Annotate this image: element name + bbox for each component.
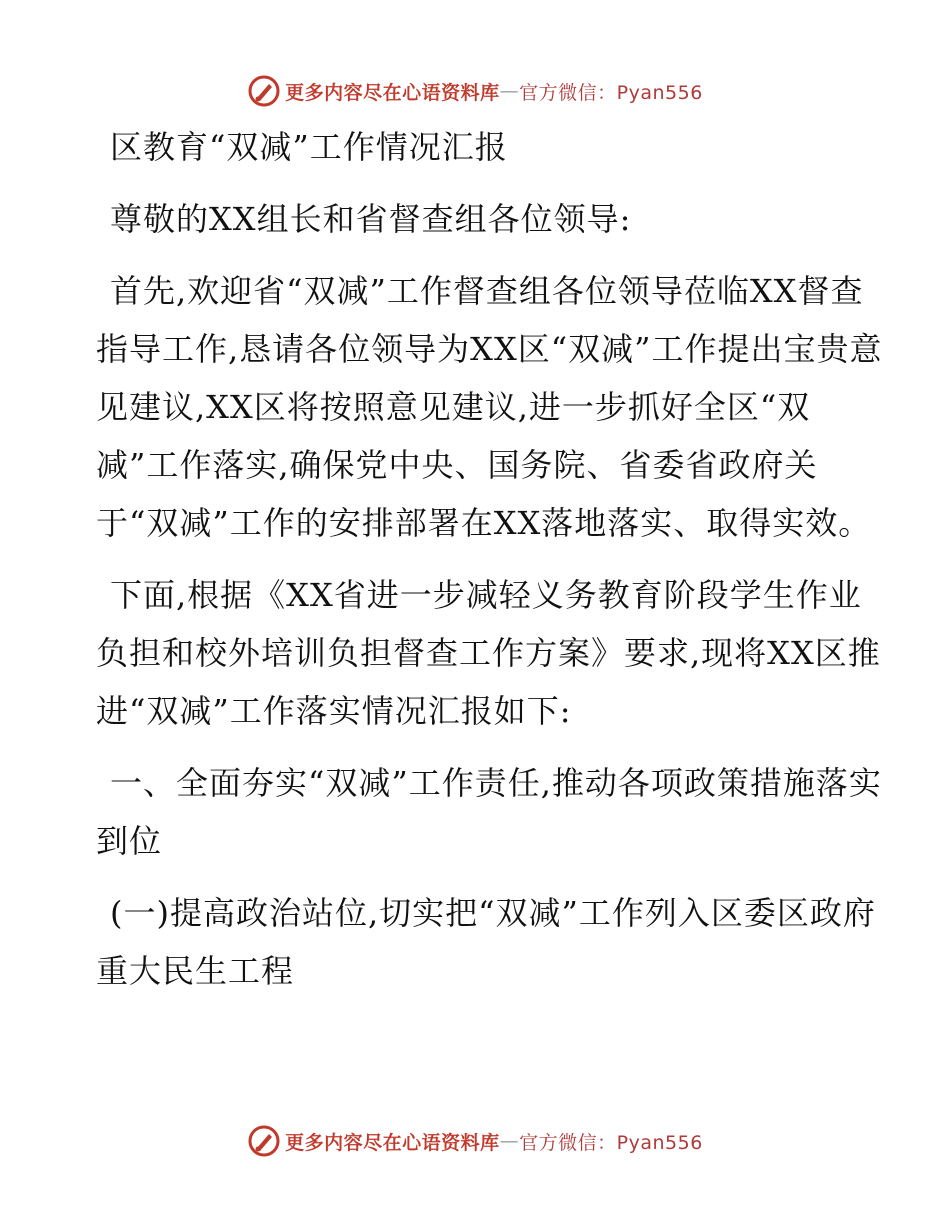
- document-body: [96, 118, 886, 1000]
- salutation: 尊敬的XX组长和省督查组各位领导:: [110, 200, 632, 238]
- subsection-heading-1: (一)提高政治站位,切实把“双减”工作列入区委区政府重大民生工程: [96, 894, 876, 990]
- watermark-main-text: 更多内容尽在心语资料库: [285, 81, 500, 104]
- header-watermark: [0, 74, 950, 108]
- paragraph-basis: 下面,根据《XX省进一步减轻义务教育阶段学生作业负担和校外培训负担督查工作方案》要求,现将XX区推进“双减”工作落实情况汇报如下:: [96, 576, 881, 730]
- watermark-separator: —: [499, 80, 520, 102]
- section-heading-1: 一、全面夯实“双减”工作责任,推动各项政策措施落实到位: [96, 764, 882, 860]
- pen-nib-circle-icon: [247, 1124, 281, 1158]
- watermark-separator: —: [499, 1130, 520, 1152]
- watermark-wechat-text: 官方微信：Pyan556: [519, 81, 703, 104]
- footer-watermark: [0, 1124, 950, 1158]
- paragraph-intro: 首先,欢迎省“双减”工作督查组各位领导莅临XX督查指导工作,恳请各位领导为XX区“双减”工作提出宝贵意见建议,XX区将按照意见建议,进一步抓好全区“双减”工作落实,确保党中央、国务院、省委省政府关于“双减”工作的安排部署在XX落地落实、取得实效。: [96, 272, 883, 542]
- pen-nib-circle-icon: [247, 74, 281, 108]
- document-title: 区教育“双减”工作情况汇报: [110, 128, 508, 166]
- watermark-wechat-text: 官方微信：Pyan556: [519, 1131, 703, 1154]
- watermark-main-text: 更多内容尽在心语资料库: [285, 1131, 500, 1154]
